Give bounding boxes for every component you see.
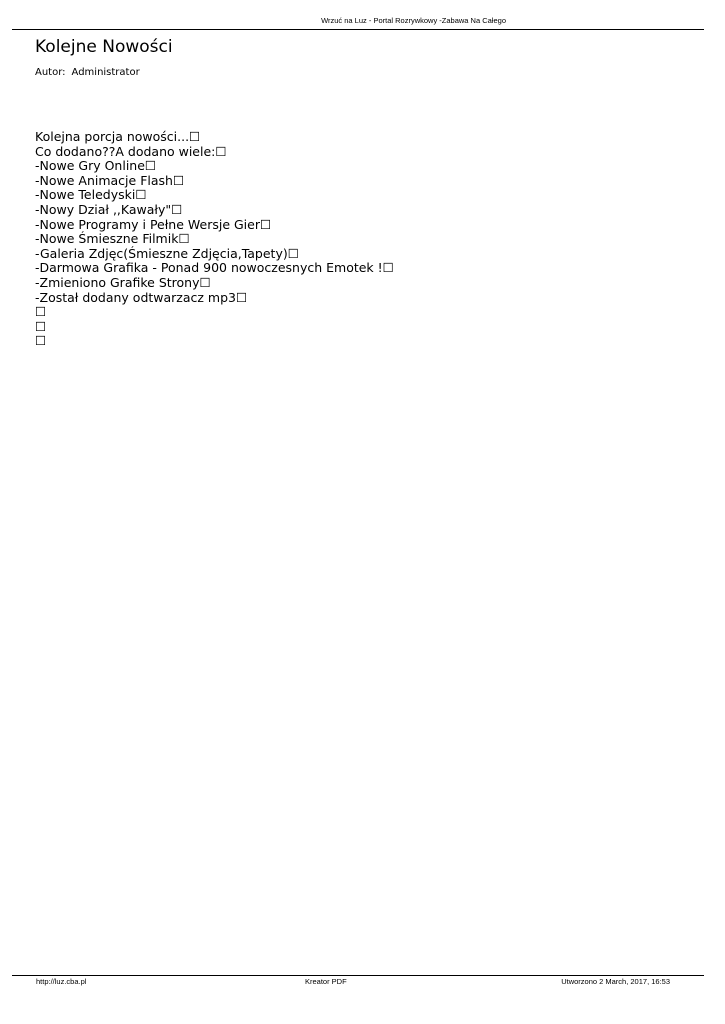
body-line: -Darmowa Grafika - Ponad 900 nowoczesnych Emotek !☐: [35, 260, 394, 276]
footer-creator: Kreator PDF: [305, 977, 347, 986]
header-title: Wrzuć na Luz - Portal Rozrywkowy -Zabawa Na Całego: [321, 16, 506, 25]
author-line: [35, 67, 140, 79]
body-line: -Nowe Śmieszne Filmik☐: [35, 231, 190, 247]
body-line: ☐: [35, 304, 47, 320]
body-line: -Nowe Programy i Pełne Wersje Gier☐: [35, 216, 272, 232]
body-line: -Zmieniono Grafike Strony☐: [35, 274, 211, 290]
body-line: Kolejna porcja nowości...☐: [35, 129, 201, 144]
footer-url[interactable]: http://luz.cba.pl: [36, 977, 87, 986]
body-line: -Został dodany odtwarzacz mp3☐: [35, 289, 248, 305]
body-line: Co dodano??A dodano wiele:☐: [35, 143, 227, 159]
page-header: [12, 0, 704, 30]
author-label: Autor:: [35, 67, 66, 78]
article-body: [35, 130, 394, 349]
body-line: ☐: [35, 333, 47, 349]
body-line: -Nowe Teledyski☐: [35, 187, 147, 203]
body-line: ☐: [35, 318, 47, 334]
author-name: Administrator: [71, 67, 140, 78]
body-line: -Galeria Zdjęc(Śmieszne Zdjęcia,Tapety)☐: [35, 245, 299, 261]
footer-created-date: Utworzono 2 March, 2017, 16:53: [561, 977, 670, 986]
body-line: -Nowe Animacje Flash☐: [35, 172, 185, 188]
article-title: Kolejne Nowości: [35, 37, 173, 57]
body-line: -Nowy Dział ,,Kawały"☐: [35, 201, 183, 217]
body-line: -Nowe Gry Online☐: [35, 158, 157, 174]
page-footer: [12, 975, 704, 996]
